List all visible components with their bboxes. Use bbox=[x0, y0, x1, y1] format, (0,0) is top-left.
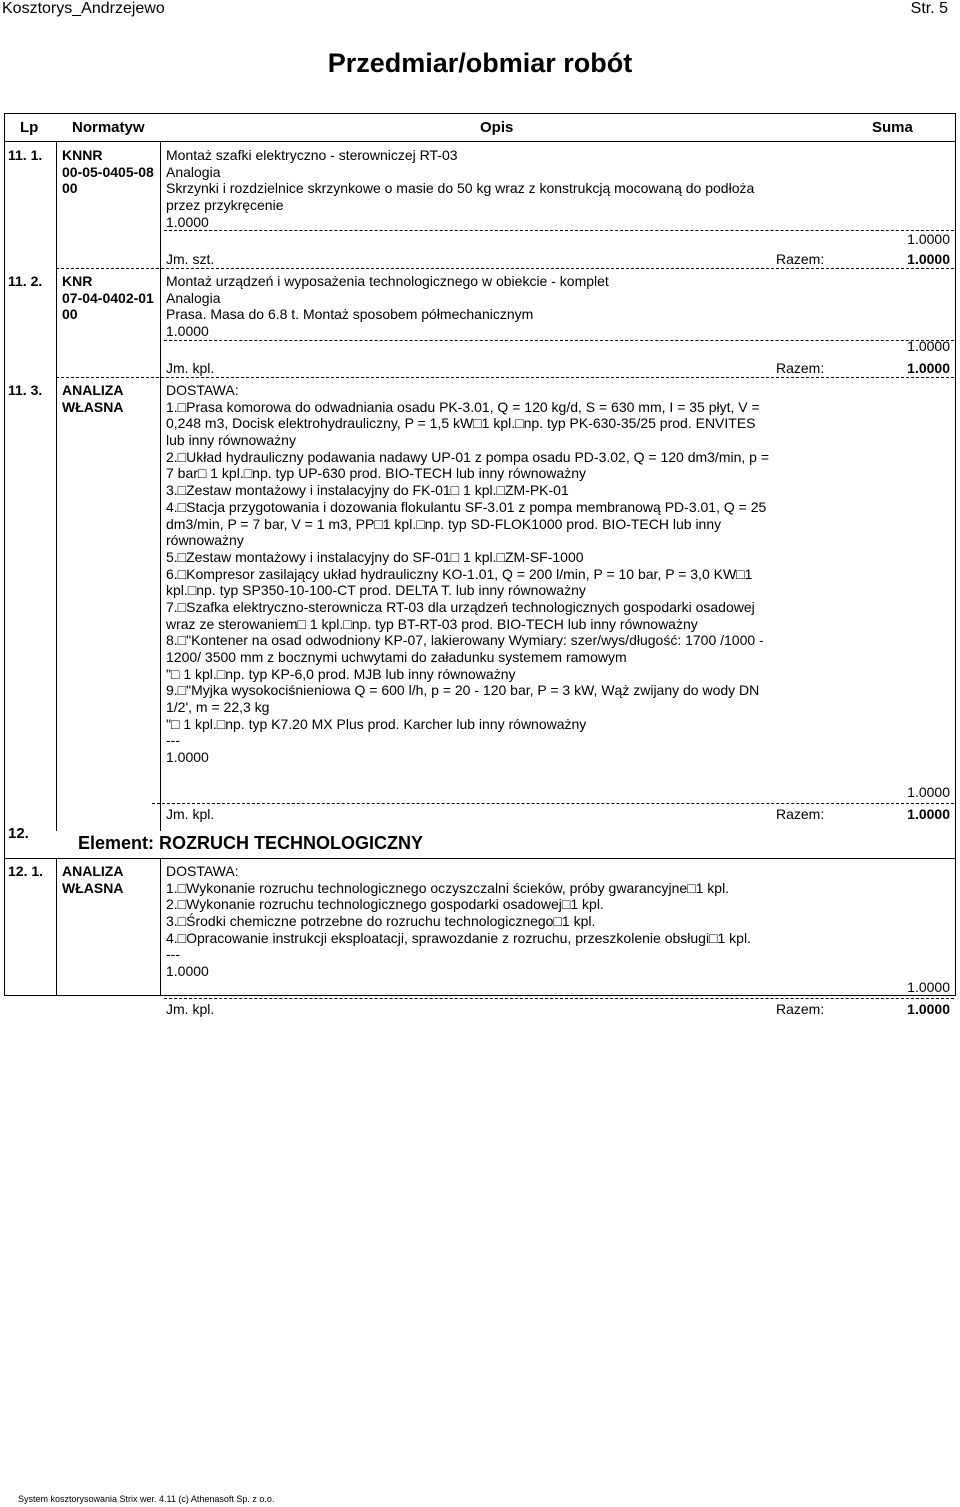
row-separator bbox=[164, 340, 954, 341]
row-opis: Montaż szafki elektryczno - sterowniczej RT-03 Analogia Skrzynki i rozdzielnice skrzynkowe o masie do 50 kg wraz z konstrukcją mocowaną do podłoża przez przykręcenie 1.0000 bbox=[166, 147, 755, 230]
row-razem-label: Razem: bbox=[776, 806, 825, 822]
row-razem-value: 1.0000 bbox=[907, 360, 950, 376]
row-line-sum: 1.0000 bbox=[907, 979, 950, 995]
row-opis: DOSTAWA: 1.□Wykonanie rozruchu technologicznego oczyszczalni ścieków, próby gwarancyjne□1 kpl. 2.□Wykonanie rozruchu technologicznego gospodarki osadowej□1 kpl. 3.□Środki chemiczne potrzebne do rozruchu technologicznego□1 kpl. 4.□Opracowanie instrukcji eksploatacji, sprawozdanie z rozruchu, przeszkolenie obsługi□1 kpl. --- 1.0000 bbox=[166, 863, 751, 980]
row-lp: 12. 1. bbox=[8, 863, 44, 879]
element-lp: 12. bbox=[8, 825, 29, 842]
row-razem-label: Razem: bbox=[776, 251, 825, 267]
row-line-sum: 1.0000 bbox=[907, 338, 950, 354]
row-end-separator bbox=[56, 377, 954, 378]
header-divider bbox=[4, 141, 956, 142]
col-divider-normatyw-2 bbox=[160, 858, 161, 996]
row-razem-label: Razem: bbox=[776, 360, 825, 376]
row-lp: 11. 3. bbox=[8, 382, 43, 398]
page-title: Przedmiar/obmiar robót bbox=[327, 48, 633, 78]
col-divider-lp-2 bbox=[56, 858, 57, 996]
col-divider-lp bbox=[56, 141, 57, 831]
row-separator bbox=[152, 803, 954, 804]
row-unit: Jm. kpl. bbox=[166, 360, 215, 376]
row-unit: Jm. kpl. bbox=[166, 806, 215, 822]
row-unit: Jm. kpl. bbox=[166, 1001, 215, 1017]
footer-credit: System kosztorysowania Strix wer. 4.11 (c) Athenasoft Sp. z o.o. bbox=[18, 1494, 275, 1504]
row-normatyw: KNNR 00-05-0405-08 00 bbox=[62, 147, 154, 197]
row-razem-value: 1.0000 bbox=[907, 251, 950, 267]
row-end-separator bbox=[56, 268, 954, 269]
row-normatyw: ANALIZA WŁASNA bbox=[62, 382, 124, 415]
row-opis: Montaż urządzeń i wyposażenia technologicznego w obiekcie - komplet Analogia Prasa. Masa do 6.8 t. Montaż sposobem półmechanicznym 1.0000 bbox=[166, 273, 609, 340]
element-divider bbox=[4, 858, 956, 859]
document-title: Kosztorys_Andrzejewo bbox=[2, 0, 165, 17]
row-opis: DOSTAWA: 1.□Prasa komorowa do odwadniania osadu PK-3.01, Q = 120 kg/d, S = 630 mm, I = 35 płyt, V = 0,248 m3, Docisk elektrohydrauliczny, P = 1,5 kW□1 kpl.□np. typ PK-630-35/25 prod. ENVITES lub inny równoważny 2.□Układ hydrauliczny podawania nadawy UP-01 z pompa osadu PD-3.02, Q = 120 dm3/min, p = 7 bar□ 1 kpl.□np. typ UP-630 prod. BIO-TECH lub inny równoważny 3.□Zestaw montażowy i instalacyjny do FK-01□ 1 kpl.□ZM-PK-01 4.□Stacja przygotowania i dozowania flokulantu SF-3.01 z pompa membranową PD-3.01, Q = 25 dm3/min, P = 7 bar, V = 1 m3, PP□1 kpl.□np. typ SD-FLOK1000 prod. BIO-TECH lub inny równoważny 5.□Zestaw montażowy i instalacyjny do SF-01□ 1 kpl.□ZM-SF-1000 6.□Kompresor zasilający układ hydrauliczny KO-1.01, Q = 200 l/min, P = 10 bar, P = 3,0 KW□1 kpl.□np. typ SP350-10-100-CT prod. DELTA T. lub inny równoważny 7.□Szafka elektryczno-sterownicza RT-03 dla urządzeń technologicznych gospodarki osadowej wraz ze sterowaniem□ 1 kpl.□np. typ BT-RT-03 prod. BIO-TECH lub inny równoważny 8.□"Kontener na osad odwodniony KP-07, lakierowany Wymiary: szer/wys/długość: 1700 /1000 - 1200/ 3500 mm z bocznymi uchwytami do załadunku systemem ramowym "□ 1 kpl.□np. typ KP-6,0 prod. MJB lub inny równoważny 9.□"Myjka wysokociśnieniowa Q = 600 l/h, p = 20 - 120 bar, P = 3 kW, Wąż zwijany do wody DN 1/2', m = 22,3 kg "□ 1 kpl.□np. typ K7.20 MX Plus prod. Karcher lub inny równoważny --- 1.0000 bbox=[166, 382, 770, 766]
row-razem-value: 1.0000 bbox=[907, 1001, 950, 1017]
row-lp: 11. 2. bbox=[8, 273, 43, 289]
row-line-sum: 1.0000 bbox=[907, 231, 950, 247]
col-divider-normatyw bbox=[160, 141, 161, 831]
col-header-suma: Suma bbox=[872, 119, 913, 136]
col-header-opis: Opis bbox=[480, 119, 514, 136]
page-number: Str. 5 bbox=[910, 0, 948, 17]
row-line-sum: 1.0000 bbox=[907, 784, 950, 800]
row-razem-value: 1.0000 bbox=[907, 806, 950, 822]
col-header-lp: Lp bbox=[20, 119, 39, 136]
row-unit: Jm. szt. bbox=[166, 251, 215, 267]
row-lp: 11. 1. bbox=[8, 147, 43, 163]
row-separator bbox=[164, 230, 954, 231]
col-header-normatyw: Normatyw bbox=[72, 119, 145, 136]
row-normatyw: ANALIZA WŁASNA bbox=[62, 863, 124, 896]
element-title: Element: ROZRUCH TECHNOLOGICZNY bbox=[78, 833, 424, 853]
row-separator bbox=[164, 998, 954, 999]
row-normatyw: KNR 07-04-0402-01 00 bbox=[62, 273, 154, 323]
row-razem-label: Razem: bbox=[776, 1001, 825, 1017]
